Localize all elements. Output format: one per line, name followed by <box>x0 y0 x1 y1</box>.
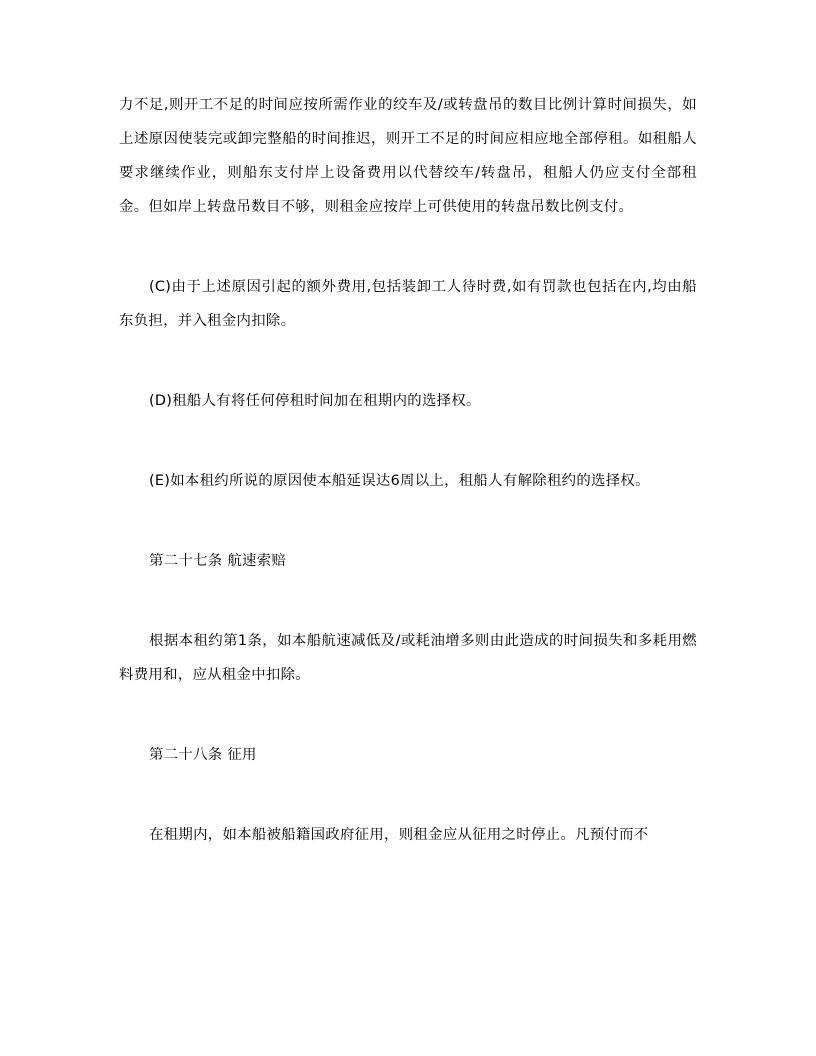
paragraph-requisition: 在租期内，如本船被船籍国政府征用，则租金应从征用之时停止。凡预付而不 <box>149 827 649 843</box>
paragraph-clause-e: (E)如本租约所说的原因使本船延误达6周以上，租船人有解除租约的选择权。 <box>149 473 650 489</box>
paragraph-clause-c: (C)由于上述原因引起的额外费用,包括装卸工人待时费,如有罚款也包括在内,均由船东负担，并入租金内扣除。 <box>119 279 697 329</box>
section-heading-28: 第二十八条 征用 <box>149 747 257 763</box>
document-page <box>119 88 697 852</box>
paragraph-continuation: 力不足,则开工不足的时间应按所需作业的绞车及/或转盘吊的数目比例计算时间损失，如上述原因使装完或卸完整船的时间推迟，则开工不足的时间应相应地全部停租。如租船人要求继续作业，则船东支付岸上设备费用以代替绞车/转盘吊，租船人仍应支付全部租金。但如岸上转盘吊数目不够，则租金应按岸上可供使用的转盘吊数比例支付。 <box>119 97 697 215</box>
paragraph-clause-d: (D)租船人有将任何停租时间加在租期内的选择权。 <box>149 393 481 409</box>
section-heading-27: 第二十七条 航速索赔 <box>149 553 287 569</box>
paragraph-speed-claim: 根据本租约第1条，如本船航速减低及/或耗油增多则由此造成的时间损失和多耗用燃料费用和，应从租金中扣除。 <box>119 633 697 683</box>
